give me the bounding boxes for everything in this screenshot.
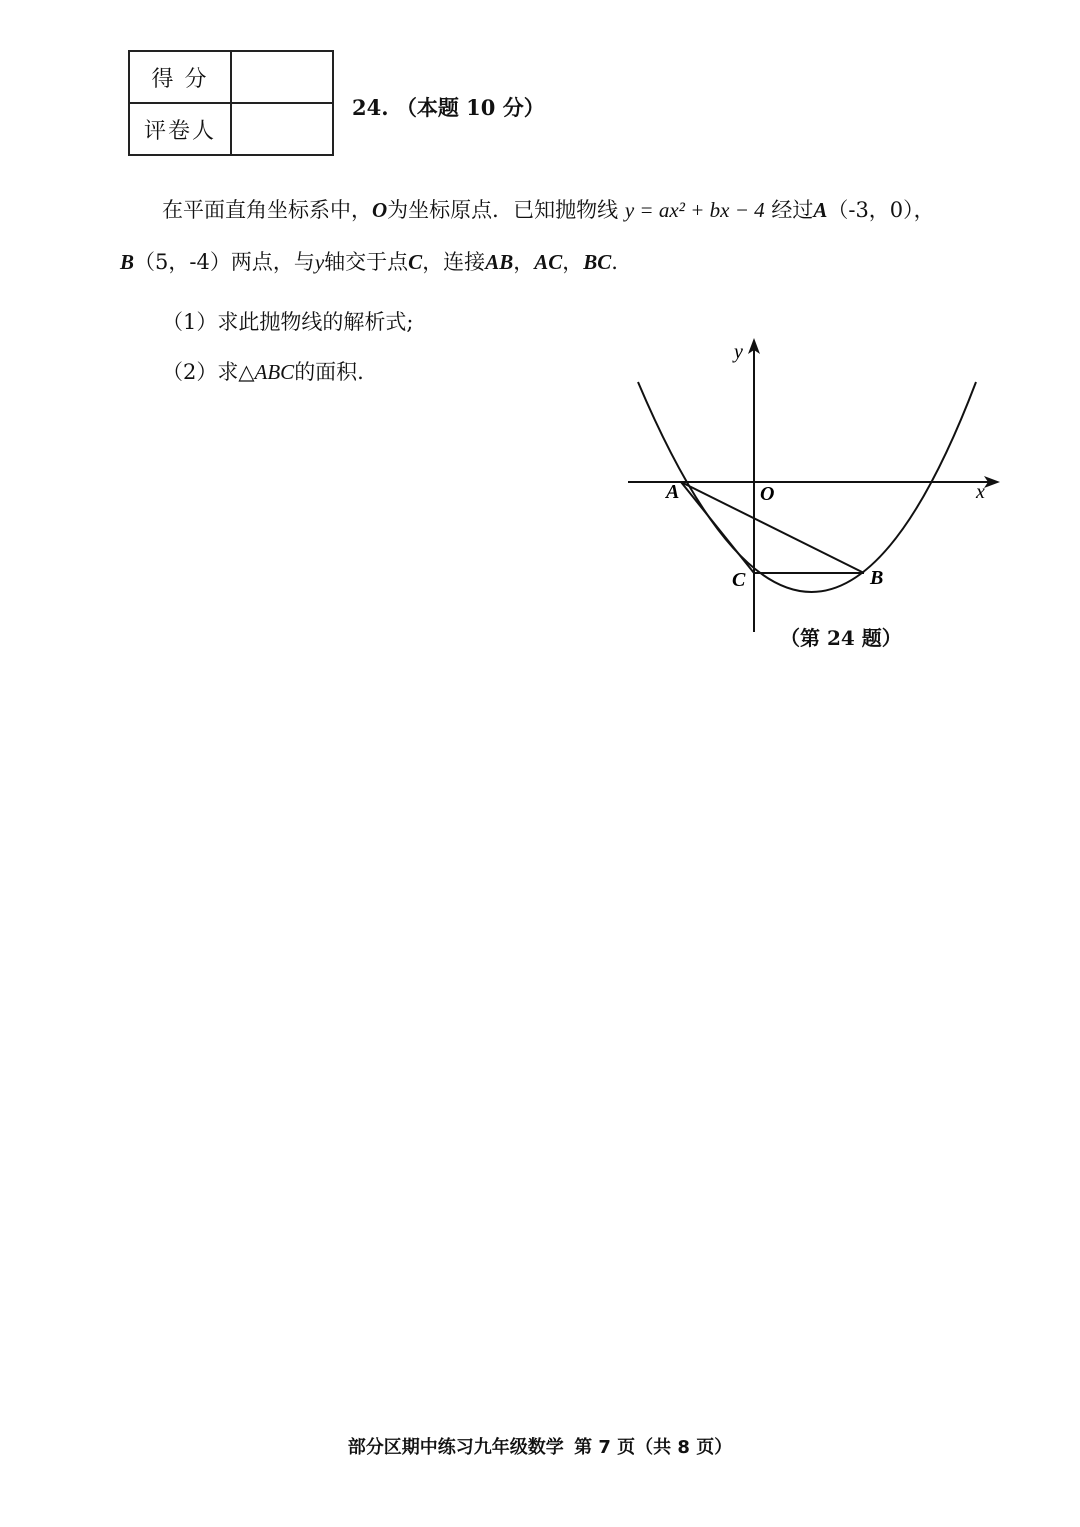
sub2-suffix: 的面积. [294, 360, 364, 384]
x-axis-label: x [976, 481, 985, 503]
point-a: A [813, 198, 828, 222]
stem-text: 轴交于点 [324, 250, 409, 274]
question-points: （本题 10 分） [395, 95, 545, 120]
stem-text: ，连接 [422, 250, 486, 274]
point-b-coords: （5，-4）两点，与 [134, 250, 315, 274]
point-a-label: A [666, 481, 680, 503]
y-axis-label: y [734, 341, 743, 363]
sub2-prefix: （2）求△ [162, 360, 255, 384]
point-b: B [120, 250, 135, 274]
segment-ab: AB [485, 250, 514, 274]
triangle-name: ABC [254, 360, 295, 384]
parabola-curve [638, 382, 976, 592]
separator: ， [562, 250, 584, 274]
separator: ， [513, 250, 535, 274]
point-c-label: C [732, 569, 746, 591]
origin-label: O [760, 483, 775, 505]
question-number: 24. [352, 95, 389, 120]
segment-ac-line [681, 482, 754, 573]
footer-page: 第 7 页（共 8 页） [574, 1437, 733, 1458]
parabola-figure [610, 330, 1010, 660]
score-blank-cell [231, 51, 333, 103]
sub-question-1: （1）求此抛物线的解析式; [162, 310, 414, 334]
score-label: 得 分 [129, 51, 231, 103]
period: . [611, 250, 618, 274]
segment-bc: BC [583, 250, 612, 274]
sub-question-2 [162, 356, 364, 386]
score-table [128, 50, 334, 156]
figure-svg [610, 330, 1010, 660]
question-stem-line2 [120, 246, 618, 276]
question-header [352, 92, 545, 122]
y-var: y [314, 250, 325, 274]
stem-text: 为坐标原点．已知抛物线 [387, 198, 619, 222]
point-a-coords: （-3，0）， [827, 198, 935, 222]
segment-ac: AC [534, 250, 563, 274]
question-stem-line1 [162, 194, 935, 224]
stem-text: 在平面直角坐标系中， [162, 198, 372, 222]
grader-blank-cell [231, 103, 333, 155]
page-footer [0, 1433, 1080, 1459]
point-c: C [408, 250, 423, 274]
point-o: O [372, 198, 388, 222]
footer-title: 部分区期中练习九年级数学 [347, 1437, 564, 1458]
grader-label: 评卷人 [129, 103, 231, 155]
figure-caption: （第 24 题） [780, 626, 902, 650]
point-b-label: B [870, 567, 884, 589]
parabola-formula: y = ax² + bx − 4 [624, 198, 765, 222]
stem-text: 经过 [771, 198, 814, 222]
